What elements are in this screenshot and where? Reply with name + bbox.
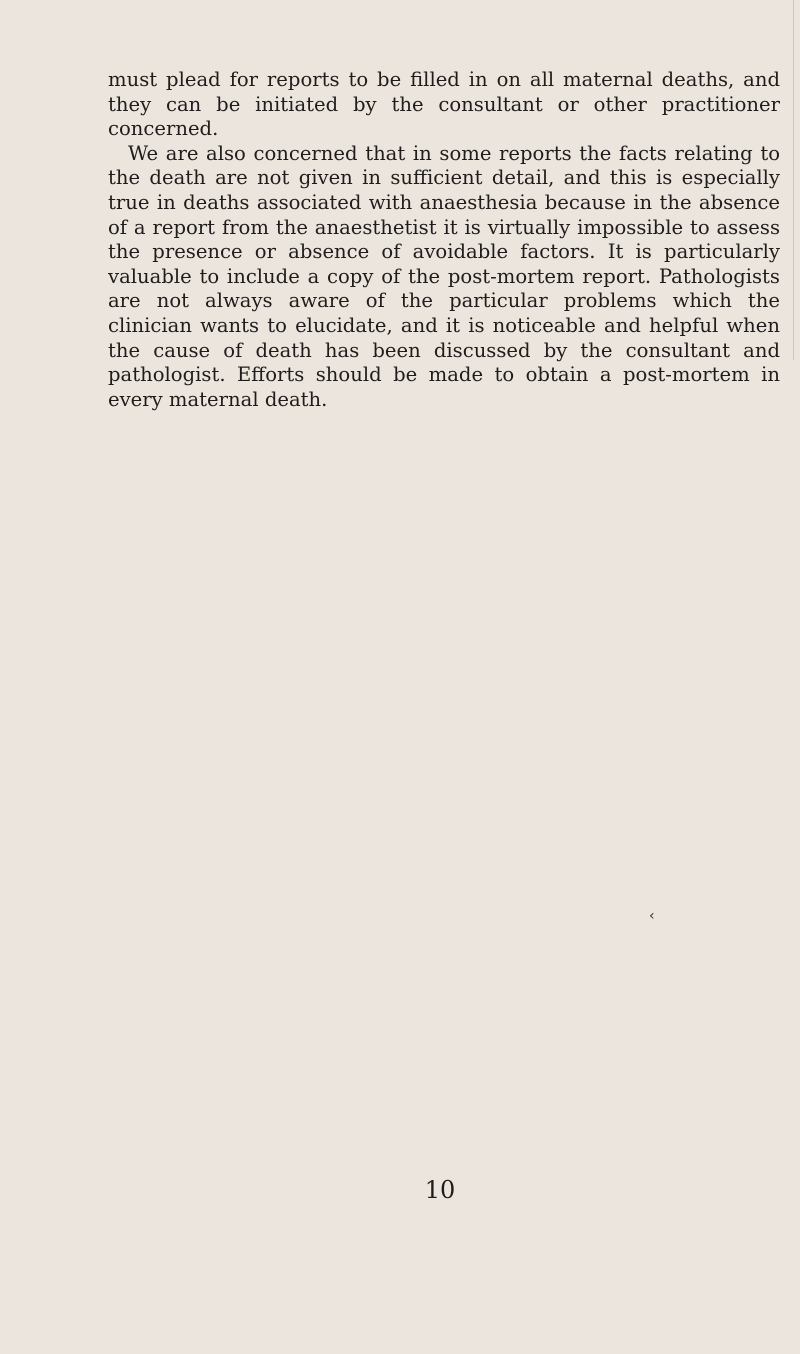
page-edge-line bbox=[793, 0, 794, 360]
margin-mark: ‹ bbox=[649, 908, 655, 924]
paragraph-post-mortem: We are also concerned that in some reports the facts relating to the death are not given in sufficient detail, and this is especially true in deaths associated with anaesthesia because in the absence of a report from the anaesthetist it is virtually impossible to assess the presence or absence of avoidable factors. It is particularly valuable to include a copy of the post-mortem report. Pathologists are not always aware of the particular problems which the clinician wants to elucidate, and it is noticeable and helpful when the cause of death has been discussed by the consultant and pathologist. Efforts should be made to obtain a post-mortem in every maternal death. bbox=[108, 141, 780, 411]
body-text bbox=[108, 68, 780, 412]
page-number: 10 bbox=[424, 1176, 456, 1204]
paragraph-continuation: must plead for reports to be filled in on all maternal deaths, and they can be initiated by the consultant or other practitioner concerned. bbox=[108, 68, 780, 141]
